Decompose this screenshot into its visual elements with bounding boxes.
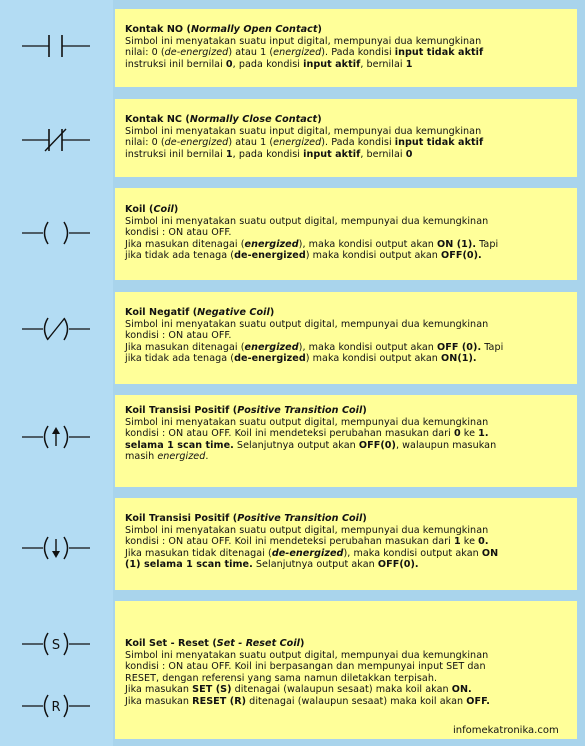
set-letter: S [51,638,61,653]
card-negative-transition-coil [115,498,577,590]
card-text-line: jika tidak ada tenaga (de-energized) maka kondisi output akan OFF(0). [125,250,482,262]
card-text-line: Simbol ini menyatakan suatu output digital, mempunyai dua kemungkinan [125,215,489,227]
card-text-line: Jika masukan RESET (R) ditenagai (walaupun sesaat) maka koil akan OFF. [125,695,490,707]
card-text-line: Jika masukan tidak ditenagai (de-energized), maka kondisi output akan ON [125,547,499,559]
card-text-line: kondisi : ON atau OFF. Koil ini berpasangan dan mempunyai input SET dan [125,661,486,673]
card-text-line: Simbol ini menyatakan suatu output digital, mempunyai dua kemungkinan [125,649,489,661]
card-title: Koil Negatif (Negative Coil) [125,307,275,318]
card-text-line: kondisi : ON atau OFF. Koil ini mendeteksi perubahan masukan dari 0 ke 1. [125,428,489,440]
card-text-line: selama 1 scan time. Selanjutnya output akan OFF(0), walaupun masukan [125,439,497,451]
reset-letter: R [51,700,61,715]
card-title: Kontak NC (Normally Close Contact) [125,114,322,125]
card-title: Kontak NO (Normally Open Contact) [125,24,322,35]
card-title: Koil (Coil) [125,204,179,215]
coil-icon [22,220,92,246]
card-text-line: Simbol ini menyatakan suatu input digital, mempunyai dua kemungkinan [125,125,482,137]
card-title: Koil Set - Reset (Set - Reset Coil) [125,638,305,649]
card-text-line: RESET, dengan referensi yang sama namun diletakkan terpisah. [125,672,438,684]
card-text-line: instruksi inil bernilai 0, pada kondisi input aktif, bernilai 1 [125,58,413,70]
site-credit: infomekatronika.com [453,725,559,736]
card-title: Koil Transisi Positif (Positive Transition Coil) [125,405,367,416]
negative-transition-coil-icon [22,535,92,561]
card-positive-transition-coil [115,395,577,487]
card-no-contact [115,9,577,87]
card-text-line: Simbol ini menyatakan suatu output digital, mempunyai dua kemungkinan [125,524,489,536]
card-coil [115,188,577,280]
card-text-line: kondisi : ON atau OFF. [125,330,232,342]
set-coil-icon [22,631,92,657]
card-negative-coil [115,292,577,384]
negative-coil-icon [22,316,92,342]
card-text-line: kondisi : ON atau OFF. Koil ini mendeteksi perubahan masukan dari 1 ke 0. [125,536,489,548]
card-text-line: masih energized. [125,451,209,463]
card-nc-contact [115,99,577,177]
positive-transition-coil-icon [22,424,92,450]
card-text-line: nilai: 0 (de-energized) atau 1 (energized). Pada kondisi input tidak aktif [125,137,484,149]
card-text-line: jika tidak ada tenaga (de-energized) maka kondisi output akan ON(1). [125,353,477,365]
card-text-line: Jika masukan ditenagai (energized), maka kondisi output akan ON (1). Tapi [125,238,499,250]
card-set-reset-coil [115,601,577,739]
card-text-line: Simbol ini menyatakan suatu input digital, mempunyai dua kemungkinan [125,35,482,47]
card-text-line: Jika masukan ditenagai (energized), maka kondisi output akan OFF (0). Tapi [125,341,504,353]
no-contact-icon [22,33,92,59]
card-text-line: instruksi inil bernilai 1, pada kondisi input aktif, bernilai 0 [125,148,413,160]
nc-contact-icon [22,127,92,153]
card-text-line: kondisi : ON atau OFF. [125,227,232,239]
card-text-line: nilai: 0 (de-energized) atau 1 (energized). Pada kondisi input tidak aktif [125,47,484,59]
card-title: Koil Transisi Positif (Positive Transition Coil) [125,513,367,524]
card-text-line: Jika masukan SET (S) ditenagai (walaupun sesaat) maka koil akan ON. [125,684,472,696]
card-text-line: (1) selama 1 scan time. Selanjutnya output akan OFF(0). [125,559,419,571]
card-text-line: Simbol ini menyatakan suatu output digital, mempunyai dua kemungkinan [125,416,489,428]
reset-coil-icon [22,693,92,719]
card-text-line: Simbol ini menyatakan suatu output digital, mempunyai dua kemungkinan [125,318,489,330]
